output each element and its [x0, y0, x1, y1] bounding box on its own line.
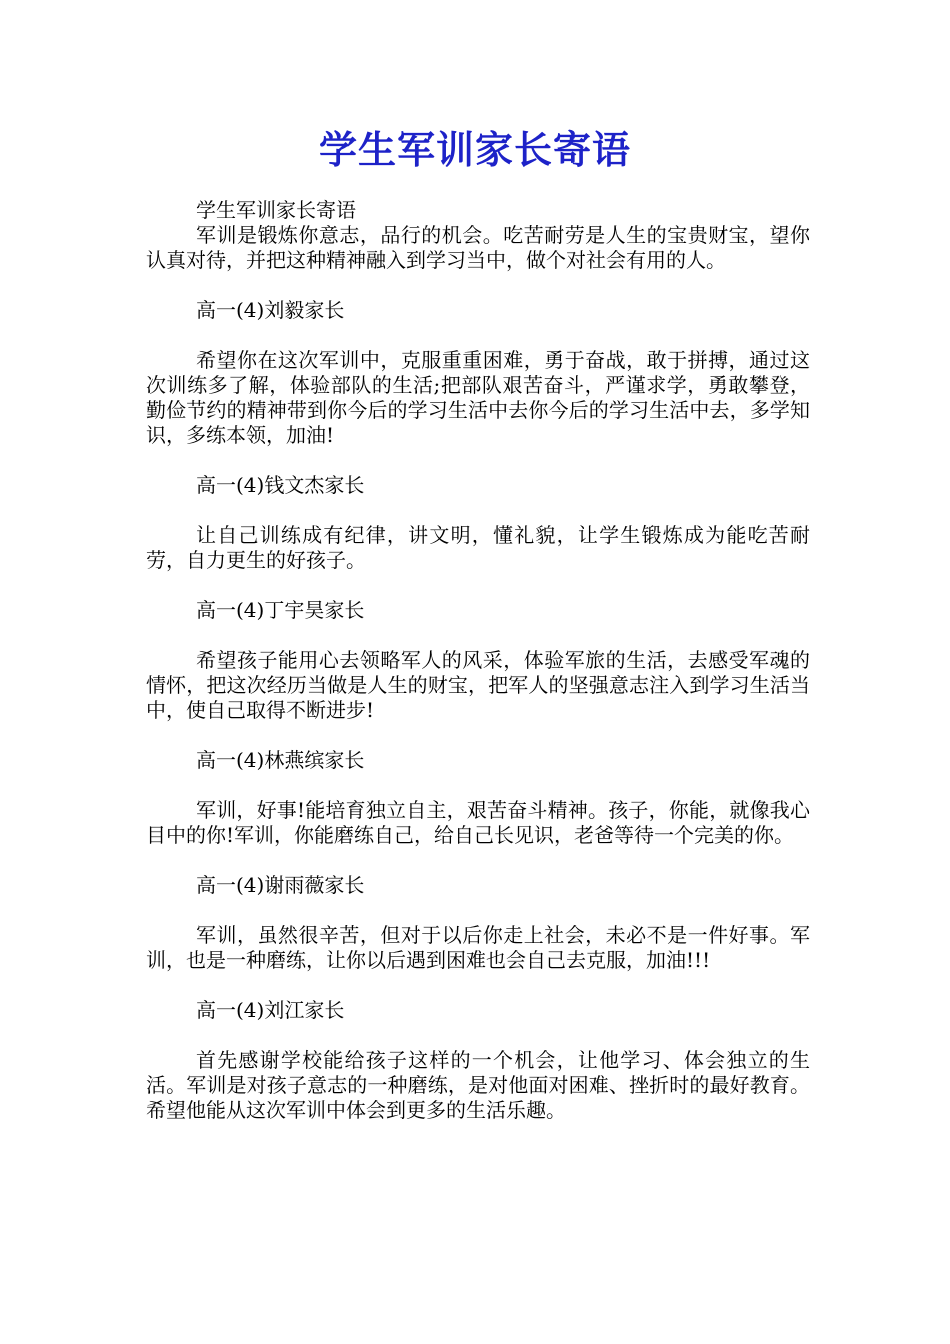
parent-signature: 高一(4)刘江家长 [196, 998, 345, 1022]
paragraph-gap [146, 448, 810, 473]
paragraph-gap [146, 573, 810, 598]
paragraph-gap [146, 773, 810, 798]
paragraph-gap [146, 723, 810, 748]
parent-signature: 高一(4)谢雨薇家长 [196, 873, 365, 897]
paragraph-gap [146, 623, 810, 648]
parent-signature: 高一(4)钱文杰家长 [196, 473, 365, 497]
paragraph-gap [146, 273, 810, 298]
paragraph-gap [146, 973, 810, 998]
message-paragraph: 希望孩子能用心去领略军人的风采，体验军旅的生活，去感受军魂的情怀，把这次经历当做是人生的财宝，把军人的坚强意志注入到学习生活当中，使自己取得不断进步! [146, 648, 810, 722]
paragraph-gap [146, 323, 810, 348]
paragraph-gap [146, 898, 810, 923]
message-paragraph: 军训，虽然很辛苦，但对于以后你走上社会，未必不是一件好事。军训，也是一种磨练，让你以后遇到困难也会自己去克服，加油!!! [146, 923, 810, 972]
document-subtitle: 学生军训家长寄语 [196, 198, 356, 222]
document-body [146, 198, 810, 1123]
paragraph-gap [146, 498, 810, 523]
message-paragraph: 军训，好事!能培育独立自主，艰苦奋斗精神。孩子，你能，就像我心目中的你!军训，你能磨练自己，给自己长见识，老爸等待一个完美的你。 [146, 798, 810, 847]
parent-signature: 高一(4)丁宇昊家长 [196, 598, 365, 622]
document-title: 学生军训家长寄语 [318, 127, 631, 172]
paragraph-gap [146, 848, 810, 873]
parent-signature: 高一(4)林燕缤家长 [196, 748, 365, 772]
message-paragraph: 首先感谢学校能给孩子这样的一个机会，让他学习、体会独立的生活。军训是对孩子意志的一种磨练，是对他面对困难、挫折时的最好教育。希望他能从这次军训中体会到更多的生活乐趣。 [146, 1048, 810, 1122]
paragraph-gap [146, 1023, 810, 1048]
message-paragraph: 希望你在这次军训中，克服重重困难，勇于奋战，敢于拼搏，通过这次训练多了解，体验部队的生活;把部队艰苦奋斗，严谨求学，勇敢攀登，勤俭节约的精神带到你今后的学习生活中去你今后的学习生活中去，多学知识，多练本领，加油! [146, 348, 810, 447]
message-paragraph: 让自己训练成有纪律，讲文明，懂礼貌，让学生锻炼成为能吃苦耐劳，自力更生的好孩子。 [146, 523, 810, 572]
parent-signature: 高一(4)刘毅家长 [196, 298, 345, 322]
message-paragraph: 军训是锻炼你意志，品行的机会。吃苦耐劳是人生的宝贵财宝，望你认真对待，并把这种精神融入到学习当中，做个对社会有用的人。 [146, 223, 810, 272]
